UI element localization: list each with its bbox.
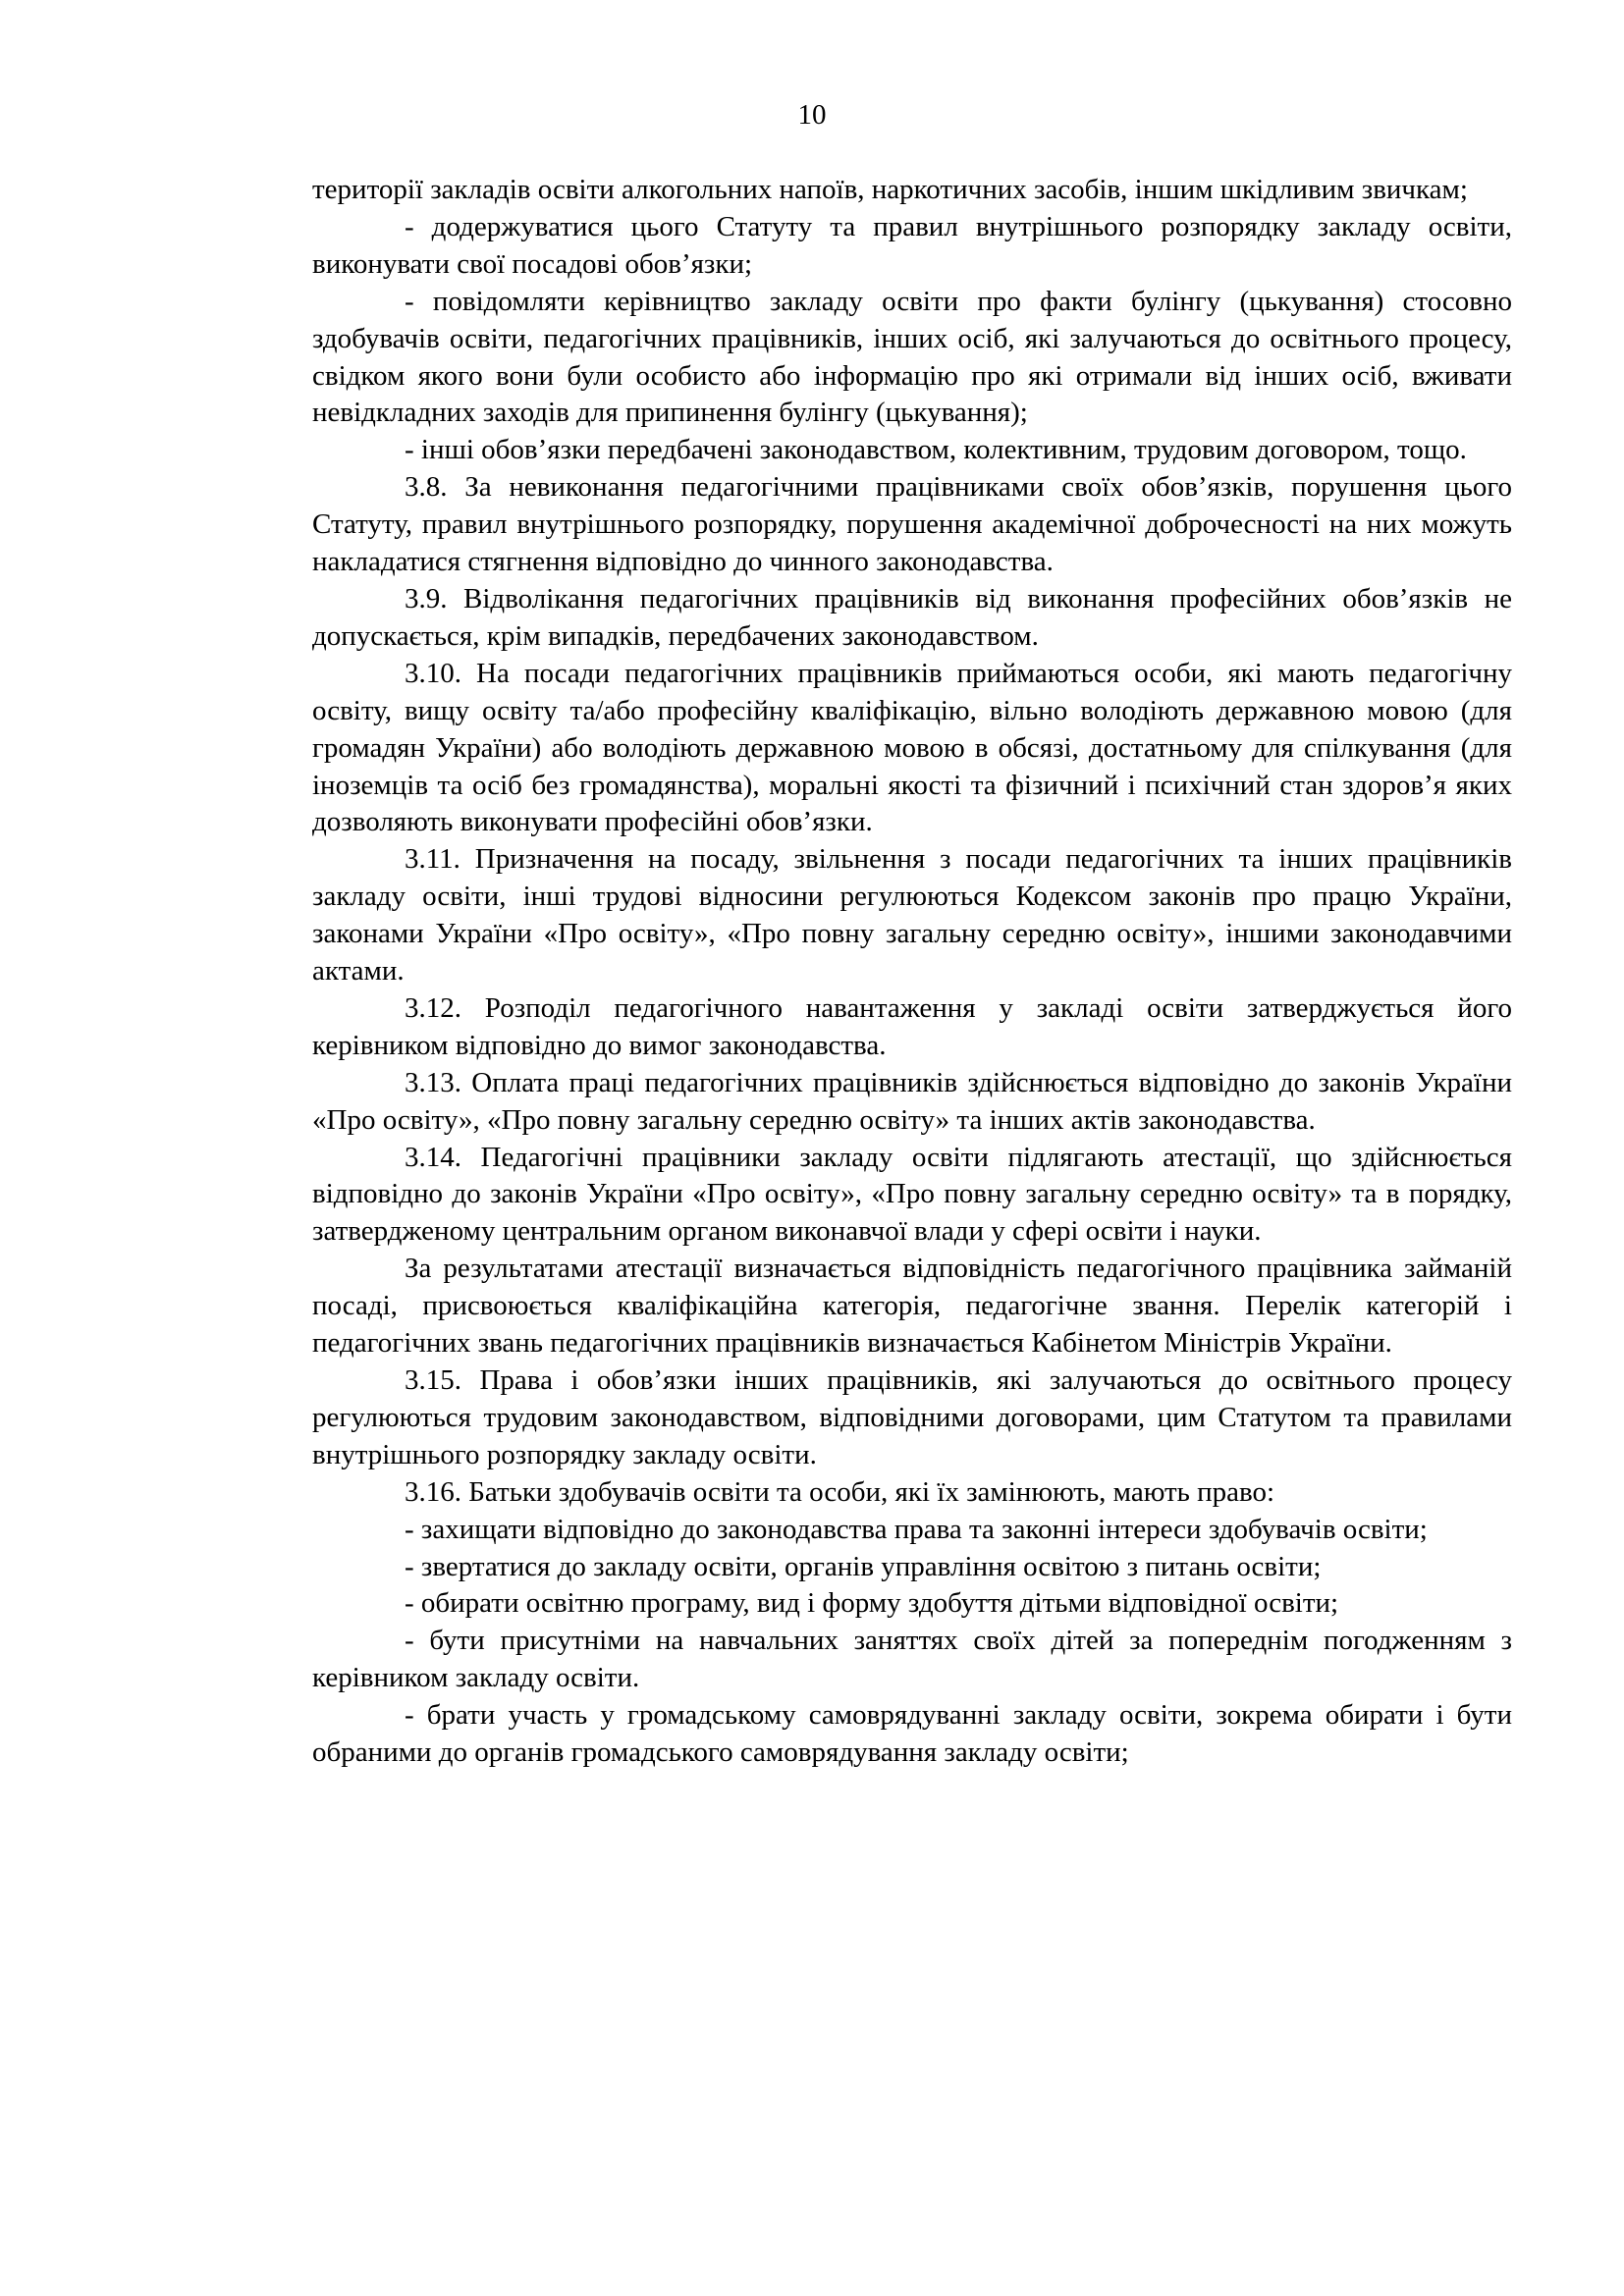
- paragraph: 3.8. За невиконання педагогічними працівниками своїх обов’язків, порушення цього Статуту, правил внутрішнього розпорядку, порушення академічної доброчесності на них можуть накладатися стягнення відповідно до чинного законодавства.: [312, 471, 1512, 578]
- paragraph: 3.16. Батьки здобувачів освіти та особи, які їх замінюють, мають право:: [405, 1475, 1275, 1508]
- page-number: 10: [797, 99, 827, 131]
- paragraph: території закладів освіти алкогольних напоїв, наркотичних засобів, іншим шкідливим звичкам;: [312, 174, 1468, 205]
- paragraph: 3.15. Права і обов’язки інших працівників, які залучаються до освітнього процесу регулюються трудовим законодавством, відповідними договорами, цим Статутом та правилами внутрішнього розпорядку закладу освіти.: [312, 1364, 1512, 1470]
- paragraph: - інші обов’язки передбачені законодавством, колективним, трудовим договором, тощо.: [405, 434, 1467, 466]
- paragraph: 3.13. Оплата праці педагогічних працівників здійснюється відповідно до законів України «Про освіту», «Про повну загальну середню освіту» та інших актів законодавства.: [312, 1066, 1512, 1136]
- document-body: [312, 172, 1512, 1772]
- paragraph: - додержуватися цього Статуту та правил внутрішнього розпорядку закладу освіти, виконувати свої посадові обов’язки;: [312, 210, 1512, 280]
- paragraph: 3.9. Відволікання педагогічних працівників від виконання професійних обов’язків не допускається, крім випадків, передбачених законодавством.: [312, 582, 1512, 652]
- paragraph: За результатами атестації визначається відповідність педагогічного працівника займаній посаді, присвоюється кваліфікаційна категорія, педагогічне звання. Перелік категорій і педагогічних звань педагогічних працівників визначається Кабінетом Міністрів України.: [312, 1253, 1512, 1360]
- paragraph: - захищати відповідно до законодавства права та законні інтереси здобувачів освіти;: [405, 1513, 1428, 1545]
- paragraph: 3.10. На посади педагогічних працівників приймаються особи, які мають педагогічну освіту, вищу освіту та/або професійну кваліфікацію, вільно володіють державною мовою (для громадян України) або володіють державною мовою в обсязі, достатньому для спілкування (для іноземців та осіб без громадянства), моральні якості та фізичний і психічний стан здоров’я яких дозволяють виконувати професійні обов’язки.: [312, 657, 1512, 838]
- paragraph: 3.11. Призначення на посаду, звільнення з посади педагогічних та інших працівників закладу освіти, інші трудові відносини регулюються Кодексом законів про працю України, законами України «Про освіту», «Про повну загальну середню освіту», іншими законодавчими актами.: [312, 843, 1512, 988]
- paragraph: - обирати освітню програму, вид і форму здобуття дітьми відповідної освіти;: [405, 1587, 1339, 1620]
- paragraph: - брати участь у громадському самоврядуванні закладу освіти, зокрема обирати і бути обраними до органів громадського самоврядування закладу освіти;: [312, 1699, 1512, 1769]
- paragraph: - повідомляти керівництво закладу освіти про факти булінгу (цькування) стосовно здобувачів освіти, педагогічних працівників, інших осіб, які залучаються до освітнього процесу, свідком якого вони були особисто або інформацію про які отримали від інших осіб, вживати невідкладних заходів для припинення булінгу (цькування);: [312, 285, 1512, 429]
- paragraph: - бути присутніми на навчальних заняттях своїх дітей за попереднім погодженням з керівником закладу освіти.: [312, 1625, 1512, 1694]
- paragraph: - звертатися до закладу освіти, органів управління освітою з питань освіти;: [405, 1550, 1322, 1582]
- paragraph: 3.12. Розподіл педагогічного навантаження у закладі освіти затверджується його керівником відповідно до вимог законодавства.: [312, 991, 1512, 1061]
- paragraph: 3.14. Педагогічні працівники закладу освіти підлягають атестації, що здійснюється відповідно до законів України «Про освіту», «Про повну загальну середню освіту» та в порядку, затвердженому центральним органом виконавчої влади у сфері освіти і науки.: [312, 1141, 1512, 1248]
